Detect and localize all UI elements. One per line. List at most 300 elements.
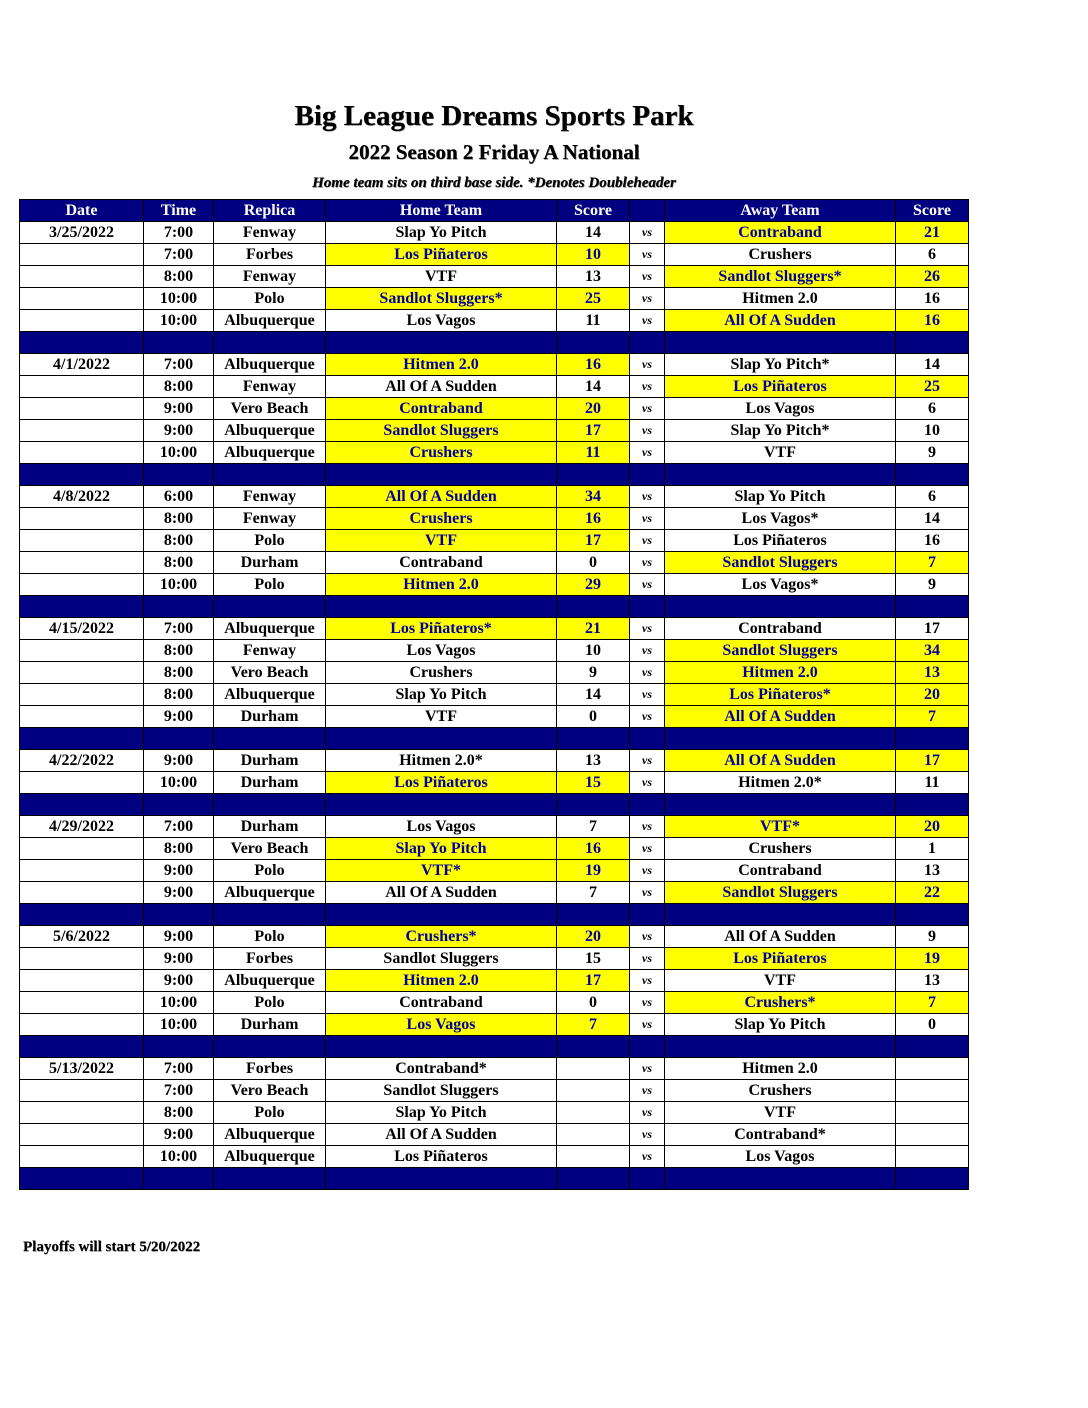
home-team: Slap Yo Pitch [326, 1102, 557, 1124]
away-score: 20 [896, 816, 969, 838]
vs-label: vs [630, 860, 665, 882]
game-row [20, 530, 969, 552]
schedule-body [20, 222, 969, 1190]
game-time: 6:00 [144, 486, 214, 508]
home-score [557, 1146, 630, 1168]
away-score: 16 [896, 530, 969, 552]
game-replica: Polo [214, 574, 326, 596]
separator-cell [326, 332, 557, 354]
separator-cell [630, 904, 665, 926]
game-time: 9:00 [144, 1124, 214, 1146]
separator-cell [630, 596, 665, 618]
separator-cell [326, 1036, 557, 1058]
away-score [896, 1124, 969, 1146]
separator-cell [665, 1168, 896, 1190]
game-date: 4/15/2022 [20, 618, 144, 640]
separator-cell [20, 1036, 144, 1058]
separator-cell [20, 1168, 144, 1190]
footer-note: Playoffs will start 5/20/2022 [23, 1239, 201, 1255]
game-row [20, 376, 969, 398]
home-team: VTF [326, 706, 557, 728]
vs-label: vs [630, 816, 665, 838]
week-separator [20, 904, 969, 926]
away-team: Sandlot Sluggers* [665, 266, 896, 288]
away-team: Los Vagos* [665, 508, 896, 530]
separator-cell [144, 728, 214, 750]
away-team: Los Piñateros [665, 376, 896, 398]
game-time: 7:00 [144, 354, 214, 376]
separator-cell [144, 464, 214, 486]
home-team: Los Vagos [326, 1014, 557, 1036]
separator-cell [896, 728, 969, 750]
game-replica: Albuquerque [214, 420, 326, 442]
game-replica: Polo [214, 860, 326, 882]
away-team: All Of A Sudden [665, 310, 896, 332]
game-row [20, 1146, 969, 1168]
home-team: Los Piñateros [326, 772, 557, 794]
game-row [20, 486, 969, 508]
away-team: Hitmen 2.0 [665, 662, 896, 684]
game-row [20, 354, 969, 376]
away-score: 16 [896, 310, 969, 332]
game-replica: Polo [214, 926, 326, 948]
separator-cell [630, 728, 665, 750]
game-time: 9:00 [144, 948, 214, 970]
home-team: Contraband [326, 552, 557, 574]
game-time: 7:00 [144, 222, 214, 244]
separator-cell [20, 904, 144, 926]
game-date [20, 640, 144, 662]
away-team: Slap Yo Pitch [665, 1014, 896, 1036]
game-time: 10:00 [144, 772, 214, 794]
game-row [20, 684, 969, 706]
home-score: 15 [557, 772, 630, 794]
away-score: 6 [896, 486, 969, 508]
game-time: 10:00 [144, 574, 214, 596]
game-date [20, 398, 144, 420]
away-team: Crushers* [665, 992, 896, 1014]
separator-cell [214, 464, 326, 486]
home-score: 7 [557, 1014, 630, 1036]
home-team: Slap Yo Pitch [326, 684, 557, 706]
vs-label: vs [630, 1058, 665, 1080]
separator-cell [630, 1168, 665, 1190]
game-date: 4/8/2022 [20, 486, 144, 508]
home-team: Slap Yo Pitch [326, 838, 557, 860]
separator-cell [557, 794, 630, 816]
game-row [20, 882, 969, 904]
game-replica: Albuquerque [214, 1146, 326, 1168]
game-date [20, 530, 144, 552]
vs-label: vs [630, 552, 665, 574]
home-team: Crushers [326, 662, 557, 684]
away-team: All Of A Sudden [665, 706, 896, 728]
away-team: Hitmen 2.0* [665, 772, 896, 794]
game-date [20, 420, 144, 442]
separator-cell [665, 332, 896, 354]
separator-cell [20, 728, 144, 750]
game-replica: Forbes [214, 948, 326, 970]
game-date: 4/29/2022 [20, 816, 144, 838]
away-score: 21 [896, 222, 969, 244]
separator-cell [665, 1036, 896, 1058]
home-score: 17 [557, 530, 630, 552]
away-team: Contraband [665, 618, 896, 640]
separator-cell [20, 332, 144, 354]
separator-cell [630, 1036, 665, 1058]
separator-cell [326, 794, 557, 816]
vs-label: vs [630, 508, 665, 530]
home-team: Hitmen 2.0 [326, 354, 557, 376]
separator-cell [214, 728, 326, 750]
game-row [20, 970, 969, 992]
game-row [20, 1080, 969, 1102]
game-replica: Durham [214, 552, 326, 574]
separator-cell [214, 1168, 326, 1190]
game-date [20, 1080, 144, 1102]
away-team: Contraband* [665, 1124, 896, 1146]
game-time: 9:00 [144, 882, 214, 904]
vs-label: vs [630, 662, 665, 684]
game-replica: Durham [214, 772, 326, 794]
away-team: Los Piñateros [665, 948, 896, 970]
home-team: All Of A Sudden [326, 376, 557, 398]
away-team: Sandlot Sluggers [665, 640, 896, 662]
home-score: 9 [557, 662, 630, 684]
game-time: 9:00 [144, 706, 214, 728]
game-replica: Fenway [214, 486, 326, 508]
game-time: 10:00 [144, 992, 214, 1014]
game-row [20, 288, 969, 310]
vs-label: vs [630, 1014, 665, 1036]
game-row [20, 310, 969, 332]
game-time: 8:00 [144, 640, 214, 662]
home-score: 11 [557, 442, 630, 464]
game-replica: Durham [214, 706, 326, 728]
game-row [20, 706, 969, 728]
game-date: 4/22/2022 [20, 750, 144, 772]
separator-cell [896, 332, 969, 354]
game-time: 7:00 [144, 1080, 214, 1102]
home-score [557, 1080, 630, 1102]
separator-cell [896, 464, 969, 486]
game-replica: Fenway [214, 222, 326, 244]
game-row [20, 948, 969, 970]
away-score: 0 [896, 1014, 969, 1036]
header-home-team: Home Team [326, 200, 557, 222]
away-score: 34 [896, 640, 969, 662]
game-replica: Polo [214, 288, 326, 310]
away-team: VTF [665, 970, 896, 992]
separator-cell [896, 794, 969, 816]
home-team: Sandlot Sluggers [326, 948, 557, 970]
away-team: Crushers [665, 244, 896, 266]
home-team: Crushers [326, 442, 557, 464]
game-row [20, 640, 969, 662]
home-team: Contraband [326, 398, 557, 420]
home-team: Hitmen 2.0* [326, 750, 557, 772]
game-date: 3/25/2022 [20, 222, 144, 244]
separator-cell [214, 332, 326, 354]
away-score: 10 [896, 420, 969, 442]
home-team: Los Piñateros* [326, 618, 557, 640]
game-replica: Polo [214, 530, 326, 552]
away-score: 14 [896, 508, 969, 530]
away-team: Slap Yo Pitch [665, 486, 896, 508]
away-team: Crushers [665, 838, 896, 860]
game-time: 8:00 [144, 838, 214, 860]
separator-cell [214, 904, 326, 926]
separator-cell [144, 1036, 214, 1058]
game-time: 8:00 [144, 552, 214, 574]
separator-cell [326, 728, 557, 750]
header-date: Date [20, 200, 144, 222]
home-score: 16 [557, 838, 630, 860]
vs-label: vs [630, 640, 665, 662]
home-score: 17 [557, 420, 630, 442]
game-date: 5/13/2022 [20, 1058, 144, 1080]
game-row [20, 244, 969, 266]
home-score: 20 [557, 926, 630, 948]
separator-cell [144, 332, 214, 354]
home-score: 17 [557, 970, 630, 992]
separator-cell [557, 596, 630, 618]
separator-cell [630, 332, 665, 354]
away-score [896, 1058, 969, 1080]
home-team: Sandlot Sluggers [326, 1080, 557, 1102]
game-replica: Vero Beach [214, 838, 326, 860]
separator-cell [214, 1036, 326, 1058]
away-team: Los Vagos [665, 1146, 896, 1168]
week-separator [20, 332, 969, 354]
game-row [20, 1014, 969, 1036]
home-team: Los Piñateros [326, 1146, 557, 1168]
game-replica: Durham [214, 750, 326, 772]
home-team: Contraband* [326, 1058, 557, 1080]
game-replica: Albuquerque [214, 442, 326, 464]
home-team: Sandlot Sluggers [326, 420, 557, 442]
game-time: 8:00 [144, 1102, 214, 1124]
away-team: Hitmen 2.0 [665, 1058, 896, 1080]
game-time: 8:00 [144, 662, 214, 684]
away-team: VTF [665, 442, 896, 464]
vs-label: vs [630, 948, 665, 970]
game-row [20, 1058, 969, 1080]
game-date [20, 442, 144, 464]
schedule-table [19, 199, 969, 1190]
game-date [20, 266, 144, 288]
game-time: 9:00 [144, 398, 214, 420]
game-row [20, 508, 969, 530]
away-score: 20 [896, 684, 969, 706]
header-row [20, 200, 969, 222]
vs-label: vs [630, 266, 665, 288]
game-replica: Albuquerque [214, 970, 326, 992]
game-replica: Albuquerque [214, 310, 326, 332]
separator-cell [20, 596, 144, 618]
week-separator [20, 596, 969, 618]
home-score: 7 [557, 882, 630, 904]
game-time: 10:00 [144, 1014, 214, 1036]
game-time: 9:00 [144, 926, 214, 948]
game-date [20, 310, 144, 332]
separator-cell [144, 1168, 214, 1190]
vs-label: vs [630, 1102, 665, 1124]
game-date [20, 376, 144, 398]
header-home-score: Score [557, 200, 630, 222]
home-team: Crushers [326, 508, 557, 530]
game-date [20, 706, 144, 728]
page-title: Big League Dreams Sports Park [294, 100, 694, 132]
game-replica: Forbes [214, 1058, 326, 1080]
game-replica: Albuquerque [214, 618, 326, 640]
game-replica: Forbes [214, 244, 326, 266]
separator-cell [665, 728, 896, 750]
game-time: 10:00 [144, 310, 214, 332]
away-score: 1 [896, 838, 969, 860]
vs-label: vs [630, 684, 665, 706]
game-replica: Polo [214, 1102, 326, 1124]
separator-cell [557, 904, 630, 926]
game-row [20, 816, 969, 838]
home-score: 34 [557, 486, 630, 508]
game-row [20, 574, 969, 596]
game-time: 10:00 [144, 288, 214, 310]
away-score: 7 [896, 992, 969, 1014]
header-vs [630, 200, 665, 222]
vs-label: vs [630, 992, 665, 1014]
away-team: Crushers [665, 1080, 896, 1102]
home-team: All Of A Sudden [326, 1124, 557, 1146]
game-time: 10:00 [144, 1146, 214, 1168]
game-row [20, 420, 969, 442]
away-team: Sandlot Sluggers [665, 552, 896, 574]
week-separator [20, 728, 969, 750]
game-time: 8:00 [144, 530, 214, 552]
vs-label: vs [630, 1146, 665, 1168]
away-team: All Of A Sudden [665, 750, 896, 772]
home-score: 20 [557, 398, 630, 420]
vs-label: vs [630, 486, 665, 508]
page-subtitle: 2022 Season 2 Friday A National [348, 140, 640, 164]
game-date [20, 970, 144, 992]
game-replica: Polo [214, 992, 326, 1014]
vs-label: vs [630, 310, 665, 332]
game-replica: Fenway [214, 508, 326, 530]
away-score: 7 [896, 552, 969, 574]
game-row [20, 618, 969, 640]
game-date [20, 244, 144, 266]
game-date [20, 948, 144, 970]
home-team: Slap Yo Pitch [326, 222, 557, 244]
game-time: 8:00 [144, 684, 214, 706]
vs-label: vs [630, 970, 665, 992]
away-score: 17 [896, 618, 969, 640]
game-row [20, 992, 969, 1014]
home-score: 21 [557, 618, 630, 640]
game-date [20, 992, 144, 1014]
game-date [20, 860, 144, 882]
home-team: All Of A Sudden [326, 882, 557, 904]
home-score: 25 [557, 288, 630, 310]
separator-cell [665, 464, 896, 486]
game-date [20, 552, 144, 574]
away-score: 17 [896, 750, 969, 772]
header-time: Time [144, 200, 214, 222]
away-team: Contraband [665, 222, 896, 244]
vs-label: vs [630, 398, 665, 420]
home-score: 29 [557, 574, 630, 596]
game-date [20, 662, 144, 684]
away-team: Sandlot Sluggers [665, 882, 896, 904]
separator-cell [214, 596, 326, 618]
vs-label: vs [630, 288, 665, 310]
away-score: 25 [896, 376, 969, 398]
home-score [557, 1102, 630, 1124]
away-score: 6 [896, 398, 969, 420]
vs-label: vs [630, 244, 665, 266]
game-time: 10:00 [144, 442, 214, 464]
away-score [896, 1146, 969, 1168]
home-team: Hitmen 2.0 [326, 970, 557, 992]
vs-label: vs [630, 618, 665, 640]
home-score: 14 [557, 222, 630, 244]
vs-label: vs [630, 1124, 665, 1146]
home-score: 13 [557, 266, 630, 288]
home-team: Los Vagos [326, 640, 557, 662]
away-score: 13 [896, 860, 969, 882]
game-time: 7:00 [144, 618, 214, 640]
home-team: Sandlot Sluggers* [326, 288, 557, 310]
vs-label: vs [630, 376, 665, 398]
home-score: 14 [557, 376, 630, 398]
game-row [20, 1102, 969, 1124]
header-replica: Replica [214, 200, 326, 222]
game-replica: Fenway [214, 376, 326, 398]
separator-cell [326, 1168, 557, 1190]
vs-label: vs [630, 838, 665, 860]
game-replica: Fenway [214, 640, 326, 662]
game-date [20, 882, 144, 904]
separator-cell [557, 464, 630, 486]
vs-label: vs [630, 222, 665, 244]
week-separator [20, 1036, 969, 1058]
separator-cell [630, 464, 665, 486]
game-time: 8:00 [144, 266, 214, 288]
home-team: Los Vagos [326, 310, 557, 332]
home-team: Los Piñateros [326, 244, 557, 266]
game-replica: Durham [214, 816, 326, 838]
separator-cell [630, 794, 665, 816]
game-row [20, 266, 969, 288]
week-separator [20, 1168, 969, 1190]
game-replica: Vero Beach [214, 662, 326, 684]
game-time: 9:00 [144, 420, 214, 442]
game-time: 7:00 [144, 244, 214, 266]
home-score: 16 [557, 508, 630, 530]
game-row [20, 398, 969, 420]
game-date [20, 1014, 144, 1036]
away-score: 26 [896, 266, 969, 288]
separator-cell [326, 596, 557, 618]
separator-cell [144, 904, 214, 926]
home-team: Contraband [326, 992, 557, 1014]
home-score: 19 [557, 860, 630, 882]
game-date: 5/6/2022 [20, 926, 144, 948]
separator-cell [557, 1168, 630, 1190]
away-score: 22 [896, 882, 969, 904]
vs-label: vs [630, 706, 665, 728]
